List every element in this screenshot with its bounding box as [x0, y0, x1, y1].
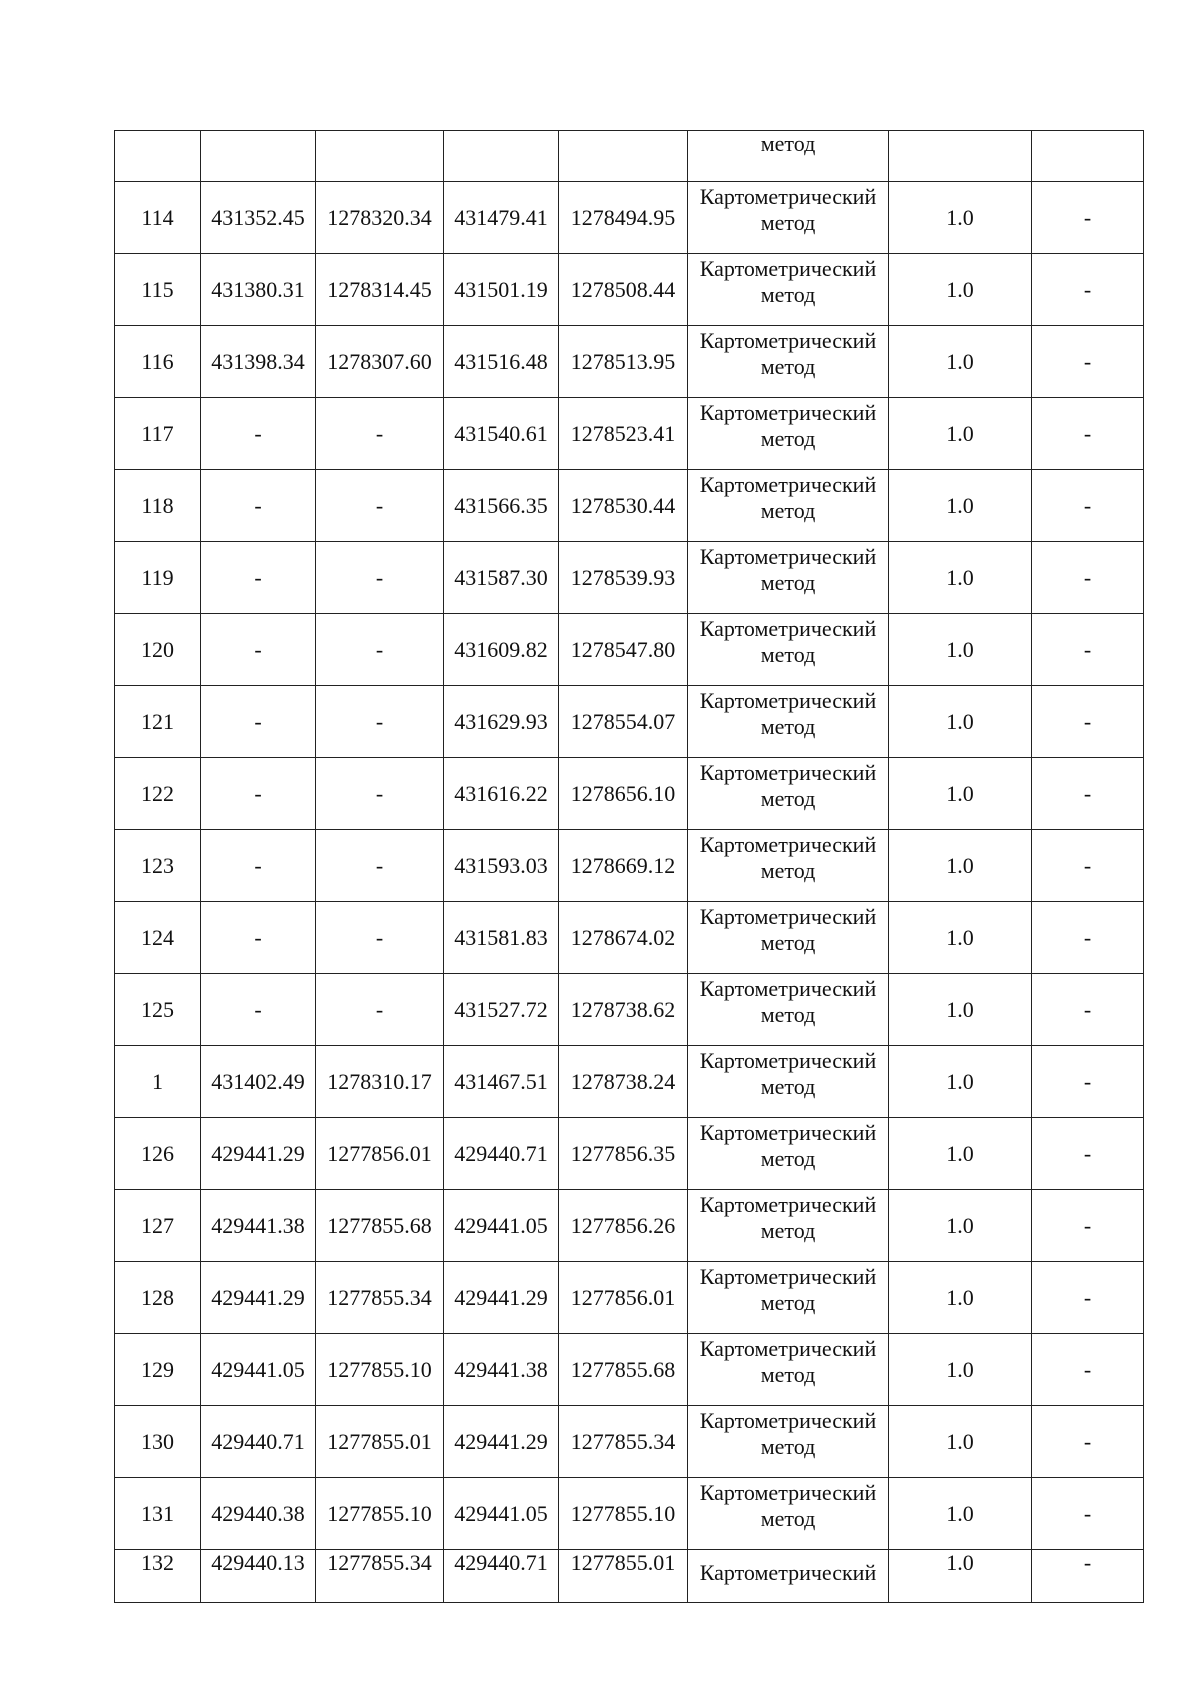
method-text: Картометрический — [699, 832, 877, 857]
new-y-cell: 1277855.68 — [559, 1334, 688, 1406]
method-cell — [688, 131, 889, 182]
new-x-cell: 431587.30 — [444, 542, 559, 614]
old-x-cell: - — [201, 470, 316, 542]
point-number-cell: 123 — [115, 830, 201, 902]
method-cell — [688, 686, 889, 758]
old-x-cell: - — [201, 830, 316, 902]
old-x-cell: 431402.49 — [201, 1046, 316, 1118]
method-text: Картометрический — [699, 1560, 877, 1585]
method-text: метод — [760, 1146, 816, 1171]
method-text: Картометрический — [699, 256, 877, 281]
old-y-cell: 1277855.01 — [316, 1406, 444, 1478]
method-cell — [688, 398, 889, 470]
table-row — [115, 398, 1144, 470]
method-text: Картометрический — [699, 688, 877, 713]
method-text: Картометрический — [699, 544, 877, 569]
method-text: метод — [760, 1074, 816, 1099]
old-y-cell: 1278320.34 — [316, 182, 444, 254]
method-text: метод — [760, 714, 816, 739]
new-x-cell — [444, 131, 559, 182]
old-x-cell: 429441.29 — [201, 1118, 316, 1190]
method-cell — [688, 542, 889, 614]
accuracy-cell: 1.0 — [889, 254, 1032, 326]
method-text: Картометрический — [699, 472, 877, 497]
old-x-cell: - — [201, 398, 316, 470]
table-row — [115, 974, 1144, 1046]
note-cell: - — [1032, 1478, 1144, 1550]
point-number-cell: 116 — [115, 326, 201, 398]
old-y-cell: - — [316, 686, 444, 758]
table-row — [115, 1334, 1144, 1406]
old-y-cell: - — [316, 758, 444, 830]
point-number-cell: 124 — [115, 902, 201, 974]
method-cell — [688, 1118, 889, 1190]
method-cell — [688, 1406, 889, 1478]
old-y-cell: 1277855.68 — [316, 1190, 444, 1262]
method-text: Картометрический — [699, 1192, 877, 1217]
point-number-cell — [115, 131, 201, 182]
table-row — [115, 830, 1144, 902]
table-row — [115, 1406, 1144, 1478]
old-y-cell: 1277856.01 — [316, 1118, 444, 1190]
new-y-cell: 1277856.26 — [559, 1190, 688, 1262]
accuracy-cell: 1.0 — [889, 1046, 1032, 1118]
new-y-cell: 1278674.02 — [559, 902, 688, 974]
method-text: метод — [760, 426, 816, 451]
table-row — [115, 614, 1144, 686]
method-cell — [688, 182, 889, 254]
new-x-cell: 431467.51 — [444, 1046, 559, 1118]
new-y-cell: 1278656.10 — [559, 758, 688, 830]
old-x-cell: - — [201, 614, 316, 686]
method-text: Картометрический — [699, 328, 877, 353]
new-x-cell: 431527.72 — [444, 974, 559, 1046]
new-x-cell: 431516.48 — [444, 326, 559, 398]
old-y-cell: 1278307.60 — [316, 326, 444, 398]
continued-row — [115, 131, 1144, 182]
method-text: метод — [760, 1434, 816, 1459]
point-number-cell: 118 — [115, 470, 201, 542]
old-x-cell: 429441.29 — [201, 1262, 316, 1334]
old-x-cell: 429440.71 — [201, 1406, 316, 1478]
method-text: Картометрический — [699, 1048, 877, 1073]
old-y-cell: 1277855.10 — [316, 1478, 444, 1550]
old-x-cell: 429441.38 — [201, 1190, 316, 1262]
method-text: метод — [760, 858, 816, 883]
new-y-cell: 1278547.80 — [559, 614, 688, 686]
note-cell: - — [1032, 1406, 1144, 1478]
method-cell — [688, 1262, 889, 1334]
method-text: Картометрический — [699, 184, 877, 209]
note-cell: - — [1032, 1262, 1144, 1334]
point-number-cell: 128 — [115, 1262, 201, 1334]
new-x-cell: 431501.19 — [444, 254, 559, 326]
method-text: метод — [760, 210, 816, 235]
note-cell: - — [1032, 1334, 1144, 1406]
new-x-cell: 429441.29 — [444, 1262, 559, 1334]
note-cell: - — [1032, 182, 1144, 254]
method-text: Картометрический — [699, 976, 877, 1001]
method-cell — [688, 326, 889, 398]
old-x-cell: - — [201, 974, 316, 1046]
note-cell: - — [1032, 1118, 1144, 1190]
method-text: метод — [760, 498, 816, 523]
accuracy-cell: 1.0 — [889, 686, 1032, 758]
method-text: метод — [760, 1290, 816, 1315]
table-row — [115, 326, 1144, 398]
method-text: Картометрический — [699, 1480, 877, 1505]
new-y-cell: 1278738.24 — [559, 1046, 688, 1118]
method-text: метод — [760, 354, 816, 379]
note-cell: - — [1032, 1046, 1144, 1118]
table-row — [115, 1262, 1144, 1334]
point-number-cell: 125 — [115, 974, 201, 1046]
point-number-cell: 117 — [115, 398, 201, 470]
method-text: Картометрический — [699, 400, 877, 425]
accuracy-cell: 1.0 — [889, 1406, 1032, 1478]
old-x-cell: 431352.45 — [201, 182, 316, 254]
new-x-cell: 431540.61 — [444, 398, 559, 470]
old-y-cell: 1278314.45 — [316, 254, 444, 326]
note-cell: - — [1032, 1550, 1144, 1603]
note-cell — [1032, 131, 1144, 182]
point-number-cell: 126 — [115, 1118, 201, 1190]
method-cell — [688, 830, 889, 902]
old-y-cell: - — [316, 902, 444, 974]
accuracy-cell: 1.0 — [889, 758, 1032, 830]
new-y-cell: 1278508.44 — [559, 254, 688, 326]
accuracy-cell: 1.0 — [889, 614, 1032, 686]
new-y-cell: 1278669.12 — [559, 830, 688, 902]
method-text: метод — [760, 642, 816, 667]
accuracy-cell: 1.0 — [889, 1118, 1032, 1190]
new-x-cell: 429440.71 — [444, 1550, 559, 1603]
new-x-cell: 431479.41 — [444, 182, 559, 254]
new-y-cell: 1277856.35 — [559, 1118, 688, 1190]
new-y-cell: 1278738.62 — [559, 974, 688, 1046]
old-x-cell: - — [201, 542, 316, 614]
table-row — [115, 1118, 1144, 1190]
new-x-cell: 431581.83 — [444, 902, 559, 974]
note-cell: - — [1032, 398, 1144, 470]
accuracy-cell: 1.0 — [889, 902, 1032, 974]
new-x-cell: 429441.29 — [444, 1406, 559, 1478]
new-x-cell: 429441.38 — [444, 1334, 559, 1406]
method-text: метод — [760, 1506, 816, 1531]
note-cell: - — [1032, 470, 1144, 542]
accuracy-cell: 1.0 — [889, 1550, 1032, 1603]
old-y-cell: - — [316, 470, 444, 542]
point-number-cell: 1 — [115, 1046, 201, 1118]
point-number-cell: 127 — [115, 1190, 201, 1262]
method-cell — [688, 1046, 889, 1118]
point-number-cell: 129 — [115, 1334, 201, 1406]
old-y-cell: - — [316, 830, 444, 902]
note-cell: - — [1032, 1190, 1144, 1262]
old-x-cell: 431380.31 — [201, 254, 316, 326]
old-x-cell: - — [201, 902, 316, 974]
method-text: метод — [760, 1002, 816, 1027]
accuracy-cell: 1.0 — [889, 182, 1032, 254]
point-number-cell: 122 — [115, 758, 201, 830]
new-y-cell: 1278539.93 — [559, 542, 688, 614]
method-text: Картометрический — [699, 904, 877, 929]
method-cell — [688, 254, 889, 326]
method-text: Картометрический — [699, 616, 877, 641]
new-x-cell: 429441.05 — [444, 1190, 559, 1262]
new-y-cell: 1278554.07 — [559, 686, 688, 758]
method-text: метод — [760, 1362, 816, 1387]
table-row — [115, 182, 1144, 254]
note-cell: - — [1032, 830, 1144, 902]
new-x-cell: 429441.05 — [444, 1478, 559, 1550]
old-y-cell: - — [316, 398, 444, 470]
table-row — [115, 686, 1144, 758]
accuracy-cell: 1.0 — [889, 326, 1032, 398]
old-y-cell — [316, 131, 444, 182]
point-number-cell: 131 — [115, 1478, 201, 1550]
new-x-cell: 429440.71 — [444, 1118, 559, 1190]
accuracy-cell: 1.0 — [889, 830, 1032, 902]
note-cell: - — [1032, 542, 1144, 614]
table-row — [115, 542, 1144, 614]
old-y-cell: 1278310.17 — [316, 1046, 444, 1118]
method-text: метод — [760, 570, 816, 595]
old-y-cell: - — [316, 542, 444, 614]
note-cell: - — [1032, 902, 1144, 974]
note-cell: - — [1032, 758, 1144, 830]
accuracy-cell: 1.0 — [889, 1478, 1032, 1550]
note-cell: - — [1032, 326, 1144, 398]
note-cell: - — [1032, 686, 1144, 758]
old-y-cell: 1277855.34 — [316, 1262, 444, 1334]
point-number-cell: 132 — [115, 1550, 201, 1603]
old-y-cell: 1277855.34 — [316, 1550, 444, 1603]
new-y-cell: 1277856.01 — [559, 1262, 688, 1334]
old-y-cell: 1277855.10 — [316, 1334, 444, 1406]
accuracy-cell: 1.0 — [889, 1262, 1032, 1334]
old-y-cell: - — [316, 614, 444, 686]
new-y-cell — [559, 131, 688, 182]
accuracy-cell: 1.0 — [889, 542, 1032, 614]
method-text: Картометрический — [699, 1120, 877, 1145]
table-body — [115, 131, 1144, 1603]
method-cell — [688, 758, 889, 830]
accuracy-cell: 1.0 — [889, 974, 1032, 1046]
method-text: метод — [760, 282, 816, 307]
table-row — [115, 902, 1144, 974]
table-row — [115, 1478, 1144, 1550]
method-cell — [688, 1190, 889, 1262]
table-row — [115, 758, 1144, 830]
method-text: метод — [760, 786, 816, 811]
note-cell: - — [1032, 614, 1144, 686]
method-cell — [688, 1478, 889, 1550]
point-number-cell: 114 — [115, 182, 201, 254]
accuracy-cell: 1.0 — [889, 1190, 1032, 1262]
new-y-cell: 1277855.34 — [559, 1406, 688, 1478]
accuracy-cell — [889, 131, 1032, 182]
point-number-cell: 115 — [115, 254, 201, 326]
new-x-cell: 431616.22 — [444, 758, 559, 830]
method-cell — [688, 1334, 889, 1406]
new-y-cell: 1278513.95 — [559, 326, 688, 398]
new-x-cell: 431593.03 — [444, 830, 559, 902]
method-text: метод — [760, 131, 816, 156]
method-text: метод — [760, 1218, 816, 1243]
new-y-cell: 1277855.01 — [559, 1550, 688, 1603]
point-number-cell: 121 — [115, 686, 201, 758]
table-row — [115, 1550, 1144, 1603]
method-text: Картометрический — [699, 1264, 877, 1289]
coordinates-table — [114, 130, 1144, 1603]
method-cell — [688, 902, 889, 974]
method-cell — [688, 470, 889, 542]
point-number-cell: 119 — [115, 542, 201, 614]
accuracy-cell: 1.0 — [889, 1334, 1032, 1406]
method-cell — [688, 614, 889, 686]
old-x-cell: - — [201, 758, 316, 830]
old-x-cell: 431398.34 — [201, 326, 316, 398]
new-x-cell: 431566.35 — [444, 470, 559, 542]
method-text: Картометрический — [699, 1408, 877, 1433]
method-cell — [688, 1550, 889, 1603]
table-row — [115, 254, 1144, 326]
method-text: Картометрический — [699, 760, 877, 785]
method-text: метод — [760, 930, 816, 955]
old-x-cell: 429440.13 — [201, 1550, 316, 1603]
note-cell: - — [1032, 254, 1144, 326]
new-y-cell: 1278530.44 — [559, 470, 688, 542]
method-cell — [688, 974, 889, 1046]
table-row — [115, 1046, 1144, 1118]
new-y-cell: 1278523.41 — [559, 398, 688, 470]
new-y-cell: 1277855.10 — [559, 1478, 688, 1550]
accuracy-cell: 1.0 — [889, 398, 1032, 470]
new-x-cell: 431609.82 — [444, 614, 559, 686]
table-row — [115, 1190, 1144, 1262]
new-y-cell: 1278494.95 — [559, 182, 688, 254]
old-x-cell: 429440.38 — [201, 1478, 316, 1550]
old-x-cell: - — [201, 686, 316, 758]
note-cell: - — [1032, 974, 1144, 1046]
point-number-cell: 120 — [115, 614, 201, 686]
old-y-cell: - — [316, 974, 444, 1046]
old-x-cell — [201, 131, 316, 182]
old-x-cell: 429441.05 — [201, 1334, 316, 1406]
point-number-cell: 130 — [115, 1406, 201, 1478]
method-text: Картометрический — [699, 1336, 877, 1361]
table-row — [115, 470, 1144, 542]
new-x-cell: 431629.93 — [444, 686, 559, 758]
accuracy-cell: 1.0 — [889, 470, 1032, 542]
